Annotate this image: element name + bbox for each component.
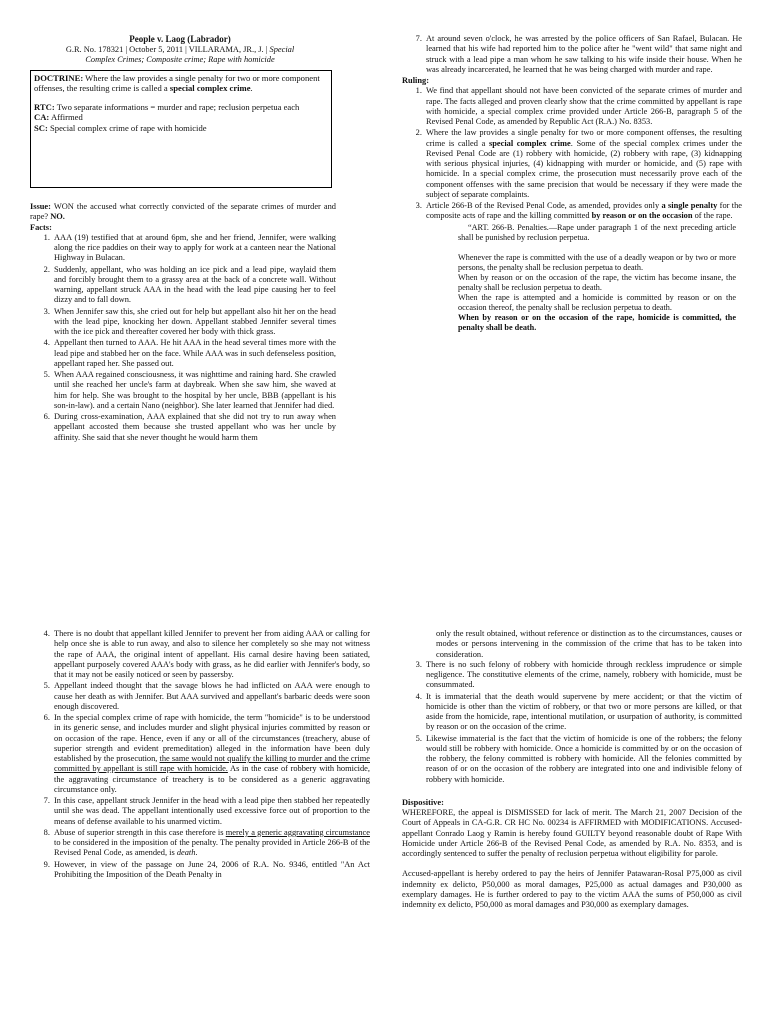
sc-text: SC: Special complex crime of rape with homicide <box>34 122 207 133</box>
spacer <box>402 859 742 869</box>
spacer <box>34 94 328 102</box>
quote-paragraph: When the rape is attempted and a homicide is committed by reason or on the occasion thereof, the penalty shall be reclusion perpetua to death. <box>458 293 736 313</box>
ruling-item: 8. Abuse of superior strength in this case therefore is merely a generic aggravating circumstance to be considered in the imposition of the penalty. The penalty provided in Article 266-B of the Revised Penal Code, as amended, is death. <box>52 828 370 859</box>
fact-item: 7. At around seven o'clock, he was arrested by the police officers of San Rafael, Bulacan. He learned that his wife had reported him to the police after he "went wild" that same night and struck with a lead pipe a man whom he saw talking to his wife inside their house. When he was already incarcerated, he learned that he was being charged with murder and rape. <box>424 34 742 75</box>
ruling-heading: Ruling: <box>402 76 429 85</box>
ruling-list <box>402 86 742 221</box>
quote-paragraph: “ART. 266-B. Penalties.—Rape under paragraph 1 of the next preceding article shall be punished by reclusion perpetua. <box>458 222 736 242</box>
ruling-list-continued <box>30 629 370 880</box>
ruling-item: 6. In the special complex crime of rape with homicide, the term "homicide" is to be understood in its generic sense, and includes murder and slight physical injuries committed by reason or on occasion of the rape. Hence, even if any or all of the circumstances (treachery, abuse of superior strength and evident premeditation) alleged in the information have been duly established by the prosecution, the same would not qualify the killing to murder and the crime committed by appellant is still rape with homicide. As in the case of robbery with homicide, the aggravating circumstance of treachery is to be considered as a generic aggravating circumstance only. <box>52 713 370 795</box>
quote-paragraph: When by reason or on the occasion of the rape, homicide is committed, the penalty shall be death. <box>458 313 736 333</box>
dispositive-damages: Accused-appellant is hereby ordered to pay the heirs of Jennifer Patawaran-Rosal P75,000 as civil indemnity ex delicto, P50,000 as moral damages, P25,000 as actual damages and P30,000 as exemplary damages. He is further ordered to pay to the victim AAA the sums of P50,000 as civil indemnity ex delicto, P50,000 as moral damages and P30,000 as exemplary damages. <box>402 869 742 909</box>
case-topics: Complex Crimes; Composite crime; Rape with homicide <box>85 55 275 65</box>
facts-heading: Facts: <box>30 222 52 232</box>
case-citation: G.R. No. 178321 | October 5, 2011 | VILLARAMA, JR., J. | Special <box>65 45 295 54</box>
ruling-item: 9. However, in view of the passage on June 24, 2006 of R.A. No. 9346, entitled "An Act Prohibiting the Imposition of the Death Penalty in <box>52 860 370 881</box>
ruling-item: 1. We find that appellant should not have been convicted of the separate crimes of murder and rape. The facts alleged and proven clearly show that the crime committed by appellant is rape with homicide, a special complex crime provided under Article 266-B, paragraph 5 of the Revised Penal Code, as amended by Republic Act (R.A.) No. 8353. <box>424 86 742 127</box>
spacer <box>402 786 742 798</box>
doctrine-text: DOCTRINE: Where the law provides a single penalty for two or more component offenses, the resulting crime is called a special complex crime. <box>34 73 320 94</box>
quote-paragraph: When by reason or on the occasion of the rape, the victim has become insane, the penalty shall be reclusion perpetua to death. <box>458 272 736 292</box>
fact-item: 4. Appellant then turned to AAA. He hit AAA in the head several times more with the lead pipe and stabbed her on the face. While AAA was in such defenseless position, appellant raped her. She passed out. <box>52 338 336 369</box>
ruling-item: 3. There is no such felony of robbery with homicide through reckless imprudence or simple negligence. The constitutive elements of the crime, namely, robbery with homicide, must be consummated. <box>424 660 742 691</box>
statute-quote <box>402 223 742 334</box>
case-header <box>30 34 330 66</box>
quote-paragraph: Whenever the rape is committed with the use of a deadly weapon or by two or more persons, the penalty shall be reclusion perpetua to death. <box>458 252 736 272</box>
fact-item: 2. Suddenly, appellant, who was holding an ice pick and a lead pipe, waylaid them and forcibly brought them to a grassy area at the back of a concrete wall. Without warning, appellant struck AAA in the head with the lead pipe causing her to feel dizzy and to fall down. <box>52 265 336 306</box>
ruling-item: 4. It is immaterial that the death would supervene by mere accident; or that the victim of homicide is other than the victim of robbery, or that two or more persons are killed, or that aside from the homicide, rape, intentional mutilation, or usurpation of authority, is committed by reason or on the occasion of the crime. <box>424 692 742 733</box>
case-title: People v. Laog (Labrador) <box>129 34 231 44</box>
summary-box <box>30 70 332 188</box>
facts-continued <box>402 34 742 333</box>
ruling-item: 4. There is no doubt that appellant killed Jennifer to prevent her from aiding AAA or calling for help once she is able to run away, and also to silence her completely so she may not witness the rape of AAA, the original intent of appellant. His carnal desire having been satiated, appellant purposely covered AAA's body with grass, as he did earlier with Jennifer's body, so that it may not be easily noticed or seen by passersby. <box>52 629 370 680</box>
fact-item: 3. When Jennifer saw this, she cried out for help but appellant also hit her on the head with the lead pipe, knocking her down. Appellant stabbed Jennifer several times with the ice pick and thereafter covered her body with thick grass. <box>52 307 336 338</box>
issue-and-facts <box>30 202 336 444</box>
ruling-item: 5. Appellant indeed thought that the savage blows he had inflicted on AAA were enough to cause her death as with Jennifer. But AAA survived and appellant's barbaric deeds were soon enough discovered. <box>52 681 370 712</box>
ruling-continued-left <box>30 629 370 881</box>
ruling-item: 5. Likewise immaterial is the fact that the victim of homicide is one of the robbers; the felony would still be robbery with homicide. Once a homicide is committed by or on the occasion of the robbery, the felony committed is robbery with homicide. All the felonies committed by reason of or on the occasion of the robbery are integrated into one and indivisible felony of robbery with homicide. <box>424 734 742 785</box>
rtc-text: RTC: Two separate informations = murder and rape; reclusion perpetua each <box>34 101 300 112</box>
ca-text: CA: Affirmed <box>34 112 83 123</box>
fact-item: 6. During cross-examination, AAA explained that she did not try to run away when appellant accosted them because she trusted appellant who was her uncle by affinity. She said that she never thought he would harm them <box>52 412 336 443</box>
robbery-list <box>402 660 742 785</box>
fact-item: 1. AAA (19) testified that at around 6pm, she and her friend, Jennifer, were walking along the rice paddies on their way to apply for work at a canteen near the National Highway in Bulacan. <box>52 233 336 264</box>
ruling-item: 2. Where the law provides a single penalty for two or more component offenses, the resulting crime is called a special complex crime. Some of the special complex crimes under the Revised Penal Code are (1) robbery with homicide, (2) robbery with rape, (3) kidnapping with serious physical injuries, (4) kidnapping with murder or homicide, and (5) rape with homicide. In a special complex crime, the prosecution must necessarily prove each of the component offenses with the same precision that would be necessary if they were made the subject of separate complaints. <box>424 128 742 200</box>
dispositive-heading: Dispositive: <box>402 797 444 807</box>
facts-list <box>30 233 336 443</box>
ruling-item: 3. Article 266-B of the Revised Penal Code, as amended, provides only a single penalty for the composite acts of rape and the killing committed by reason or on the occasion of the rape. <box>424 201 742 222</box>
fact-item: 5. When AAA regained consciousness, it was nighttime and raining hard. She crawled until she reached her uncle's farm at daybreak. When she saw him, she waved at him for help. She was brought to the hospital by her uncle, BBB (appellant is his son-in-law). and a certain Nano (neighbor). She later learned that Jennifer had died. <box>52 370 336 411</box>
issue-text: Issue: WON the accused what correctly convicted of the separate crimes of murder and rape? NO. <box>30 202 336 222</box>
ruling-continued-right <box>402 629 742 910</box>
continued-paragraph: only the result obtained, without reference or distinction as to the circumstances, causes or modes or persons intervening in the commission of the crime that has to be taken into consideration. <box>436 629 742 659</box>
facts-list-continued <box>402 34 742 75</box>
dispositive-paragraph: WHEREFORE, the appeal is DISMISSED for lack of merit. The March 21, 2007 Decision of the Court of Appeals in CA-G.R. CR HC No. 00234 is AFFIRMED with MODIFICATIONS. Accused-appellant Conrado Laog y Ramin is hereby found GUILTY beyond reasonable doubt of Rape With Homicide under Article 266-B of the Revised Penal Code, as amended by R.A. No. 8353, and is accordingly sentenced to suffer the penalty of reclusion perpetua without eligibility for parole. <box>402 808 742 858</box>
ruling-item: 7. In this case, appellant struck Jennifer in the head with a lead pipe then stabbed her repeatedly until she was dead. The appellant intentionally used excessive force out of proportion to the means of defense available to his unarmed victim. <box>52 796 370 827</box>
